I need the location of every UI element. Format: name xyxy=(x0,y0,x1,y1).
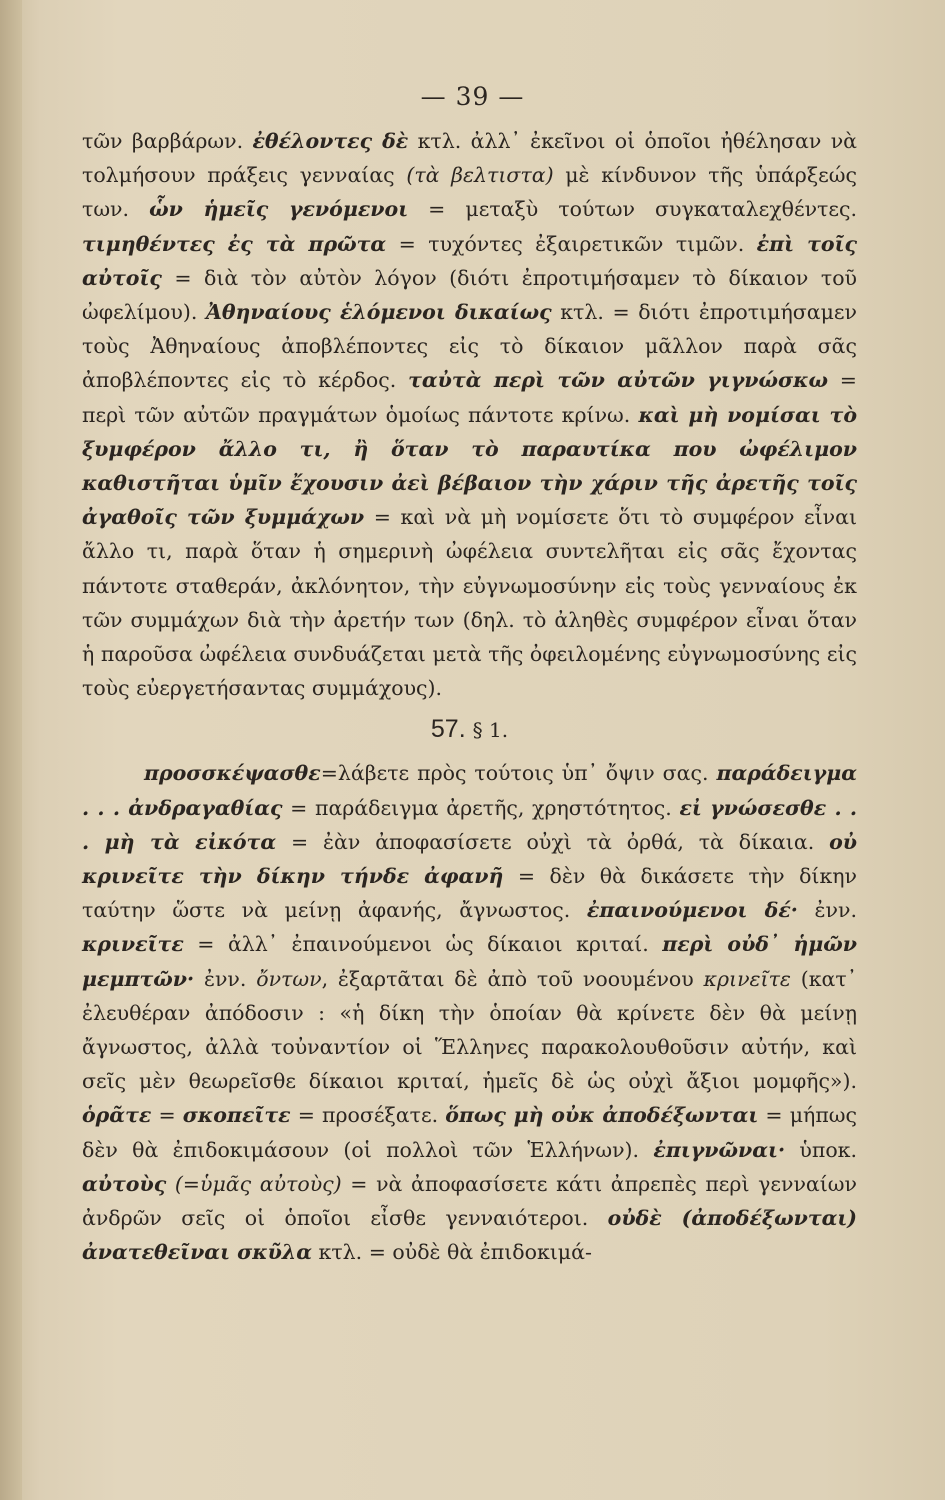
italic-gloss: κρινεῖτε xyxy=(703,966,791,991)
lemma-term: ἐπιγνῶναι· xyxy=(653,1137,786,1162)
lemma-term: ἐθέλοντες δὲ xyxy=(252,129,409,153)
lemma-term: ἐπαινούμενοι δέ· xyxy=(586,898,798,923)
lemma-term: οὐδὲ (ἀποδέξωνται) ἀνατεθεῖναι σκῦλα xyxy=(82,1206,858,1265)
lemma-term: ἐπὶ τοῖς αὐτοῖς xyxy=(82,231,857,290)
section-heading xyxy=(82,709,857,750)
gloss-text: = μήπως δὲν θὰ ἐπιδοκιμάσουν (οἱ πολλοὶ τῶν Ἑλλήνων). xyxy=(82,1103,857,1162)
gloss-text: τῶν βαρβάρων. xyxy=(82,129,253,153)
gloss-text: ἐνν. xyxy=(194,966,257,991)
lemma-term: σκοπεῖτε xyxy=(182,1103,291,1128)
gloss-text: = ἀλλ᾽ ἐπαινούμενοι ὡς δίκαιοι κριταί. xyxy=(183,932,663,957)
commentary-paragraph-2 xyxy=(82,756,857,1269)
gloss-text xyxy=(166,1172,175,1196)
gloss-text: = μεταξὺ τούτων συγκαταλεχθέντες. xyxy=(408,197,857,222)
page-gutter xyxy=(0,0,22,1500)
commentary-paragraph-1 xyxy=(82,124,857,705)
gloss-text: = παράδειγμα ἀρετῆς, χρηστότητος. xyxy=(282,795,680,820)
lemma-term: ὁρᾶτε xyxy=(82,1103,152,1128)
gloss-text: (κατ᾽ ἐλευθέραν ἀπόδοσιν : «ἡ δίκη τὴν ὁποίαν θὰ κρίνετε δὲν θὰ μείνῃ ἄγνωστος, ἀλλὰ τοὐναντίον οἱ Ἕλληνες παρακολουθοῦσιν αὐτήν, καὶ σεῖς μὲν θεωρεῖσθε δίκαιοι κριταί, ἡμεῖς δὲ ὡς οὐχὶ ἄξιοι μομφῆς»). xyxy=(82,966,857,1094)
gloss-text: ἐνν. xyxy=(797,898,857,923)
gloss-text: = προσέξατε. xyxy=(290,1103,446,1128)
italic-gloss: (τὰ βελτιστα) xyxy=(406,163,554,188)
gloss-text: = ἐὰν ἀποφασίσετε οὐχὶ τὰ ὀρθά, τὰ δίκαια. xyxy=(276,829,830,854)
lemma-term: τιμηθέντες ἐς τὰ πρῶτα xyxy=(82,231,387,256)
lemma-term: ὅπως μὴ οὐκ ἀποδέξωνται xyxy=(445,1103,759,1128)
italic-gloss: ὄντων xyxy=(256,966,322,991)
lemma-term: προσσκέψασθε xyxy=(144,761,321,786)
gloss-text: = περὶ τῶν αὐτῶν πραγμάτων ὁμοίως πάντοτε κρίνω. xyxy=(82,368,857,427)
lemma-term: αὐτοὺς xyxy=(82,1171,167,1196)
lemma-term: περὶ οὐδ᾽ ἡμῶν μεμπτῶν· xyxy=(82,932,857,991)
section-paragraph-mark: § 1. xyxy=(472,718,509,743)
lemma-term: εἰ γνώσεσθε . . . μὴ τὰ εἰκότα xyxy=(82,795,858,854)
lemma-term: κρινεῖτε xyxy=(82,932,184,957)
page-number: — 39 — xyxy=(420,82,525,111)
lemma-term: ὧν ἡμεῖς γενόμενοι xyxy=(149,197,409,222)
gloss-text: = xyxy=(151,1103,183,1128)
gloss-text: κτλ. = διότι ἐπροτιμήσαμεν τοὺς Ἀθηναίους ἀποβλέποντες εἰς τὸ δίκαιον μᾶλλον παρὰ σᾶς ἀποβλέποντες εἰς τὸ κέρδος. xyxy=(82,300,857,393)
gloss-text: κτλ. ἀλλ᾽ ἐκεῖνοι οἱ ὁποῖοι ἠθέλησαν νὰ τολμήσουν πράξεις γενναίας xyxy=(82,129,857,188)
lemma-term: ταὐτὰ περὶ τῶν αὐτῶν γιγνώσκω xyxy=(408,368,828,393)
gloss-text: = καὶ νὰ μὴ νομίσετε ὅτι τὸ συμφέρον εἶναι ἄλλο τι, παρὰ ὅταν ἡ σημερινὴ ὠφέλεια συντελῆται εἰς σᾶς ἔχοντας πάντοτε σταθεράν, ἀκλόνητον, τὴν εὐγνωμοσύνην εἰς τοὺς γενναίους ἐκ τῶν συμμάχων διὰ τὴν ἀρετήν των (δηλ. τὸ ἀληθὲς συμφέρον εἶναι ὅταν ἡ παροῦσα ὠφέλεια συνδυάζεται μετὰ τῆς ὀφειλομένης εὐγνωμοσύνης εἰς τοὺς εὐεργετήσαντας συμμάχους). xyxy=(82,505,857,701)
gloss-text: ὑποκ. xyxy=(785,1137,858,1162)
italic-gloss: (=ὑμᾶς αὐτοὺς) xyxy=(174,1171,342,1196)
commentary-text xyxy=(82,124,857,1270)
section-number: 57. xyxy=(430,715,466,744)
gloss-text: = δὲν θὰ δικάσετε τὴν δίκην ταύτην ὥστε νὰ μείνῃ ἀφανής, ἄγνωστος. xyxy=(82,864,858,923)
gloss-text: , ἐξαρτᾶται δὲ ἀπὸ τοῦ νοουμένου xyxy=(321,966,704,991)
gloss-text: μὲ κίνδυνον τῆς ὑπάρξεώς των. xyxy=(82,163,857,222)
lemma-term: Ἀθηναίους ἑλόμενοι δικαίως xyxy=(205,300,552,325)
gloss-text: = νὰ ἀποφασίσετε κάτι ἀπρεπὲς περὶ γενναίων ἀνδρῶν σεῖς οἱ ὁποῖοι εἶσθε γενναιότεροι. xyxy=(82,1171,857,1231)
gloss-text: = τυχόντες ἐξαιρετικῶν τιμῶν. xyxy=(386,231,757,256)
gloss-text: = διὰ τὸν αὐτὸν λόγον (διότι ἐπροτιμήσαμεν τὸ δίκαιον τοῦ ὠφελίμου). xyxy=(82,265,857,325)
lemma-term: καὶ μὴ νομίσαι τὸ ξυμφέρον ἄλλο τι, ἢ ὅταν τὸ παραυτίκα που ὠφέλιμον καθιστῆται ὑμῖν ἔχουσιν ἀεὶ βέβαιον τὴν χάριν τῆς ἀρετῆς τοῖς ἀγαθοῖς τῶν ξυμμάχων xyxy=(82,402,858,530)
gloss-text: =λάβετε πρὸς τούτοις ὑπ᾽ ὄψιν σας. xyxy=(320,761,717,786)
lemma-term: παράδειγμα . . . ἀνδραγαθίας xyxy=(82,761,857,820)
gloss-text: κτλ. = οὐδὲ θὰ ἐπιδοκιμά- xyxy=(312,1240,592,1265)
lemma-term: οὐ κρινεῖτε τὴν δίκην τήνδε ἀφανῆ xyxy=(82,829,857,889)
